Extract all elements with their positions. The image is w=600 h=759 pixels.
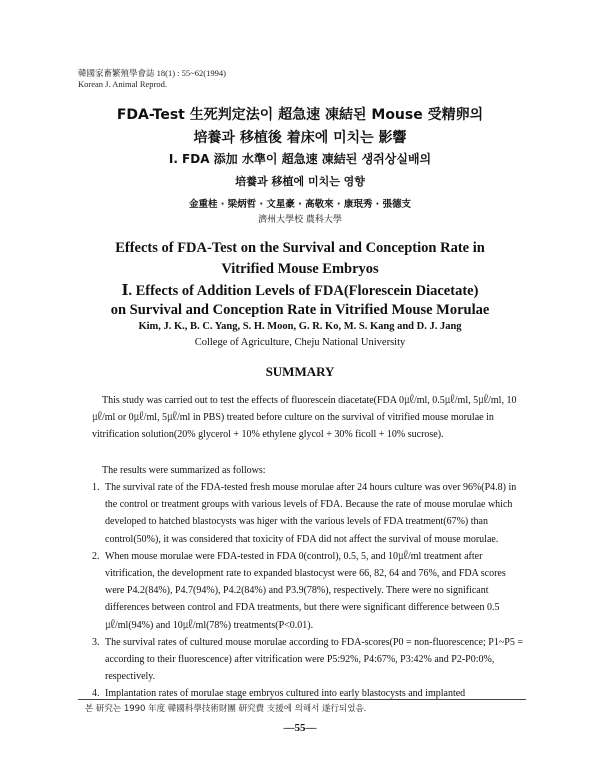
results-intro: The results were summarized as follows: (102, 465, 266, 476)
english-authors: Kim, J. K., B. C. Yang, S. H. Moon, G. R. Ko, M. S. Kang and D. J. Jang (138, 321, 462, 332)
journal-name: Korean J. Animal Reprod. (78, 79, 167, 89)
english-title-line-2: Vitrified Mouse Embryos (221, 261, 379, 277)
result-text: The survival rate of the FDA-tested fresh mouse morulae after 24 hours culture was over 96%(P4.8) in the control or treatment groups with various levels of FDA. Because the rate of mouse morulae which developed to hatched blastocysts was higer with the various levels of FDA treatment(67%) than control(50%), it was considered that toxicity of FDA did not affect the survival of mouse morulae. (105, 482, 517, 545)
footnote: 본 研究는 1990 年度 韓國科學技術財團 研究費 支援에 의해서 遂行되었음. (85, 704, 367, 714)
korean-subtitle-line-2: 培養과 移植에 미치는 영향 (235, 175, 365, 188)
result-item (92, 685, 524, 702)
english-affiliation: College of Agriculture, Cheju National University (194, 337, 406, 348)
result-number: 2. (92, 550, 100, 562)
result-number: 1. (92, 482, 100, 493)
results-list (92, 479, 524, 703)
korean-title-line-1: FDA-Test 生死判定法이 超急速 凍結된 Mouse 受精卵의 (116, 107, 484, 123)
journal-header (78, 68, 226, 90)
journal-citation: 韓國家畜繁殖學會誌 18(1) : 55~62(1994) (78, 68, 226, 78)
result-number: 3. (92, 636, 100, 648)
korean-subtitle-line-1: Ⅰ. FDA 添加 水準이 超急速 凍結된 생쥐상실배의 (168, 152, 432, 166)
english-subtitle-line-1: Ⅰ. Effects of Addition Levels of FDA(Florescein Diacetate) (121, 283, 479, 299)
footnote-divider (78, 699, 526, 700)
korean-title-line-2: 培養과 移植後 着床에 미치는 影響 (193, 130, 407, 146)
korean-authors: 金重桂 · 梁炳哲 · 文星豪 · 高敬來 · 康珉秀 · 張德支 (188, 199, 412, 210)
result-item (92, 548, 524, 634)
result-item (92, 479, 524, 548)
page-number: —55— (283, 722, 317, 734)
result-item (92, 634, 524, 686)
result-text: The survival rates of cultured mouse morulae according to FDA-scores(P0 = non-fluorescence; P1~P5 = according to their fluorescence) after vitrification were P5:92%, P4:67%, P3:42% and P2-P0:0%, respectively. (105, 636, 523, 683)
abstract-paragraph: This study was carried out to test the effects of fluorescein diacetate(FDA 0㎕/ml, 0.5㎕/ml, 5㎕/ml, 10㎕/ml or 0㎕/ml, 5㎕/ml in PBS) treated before culture on the survival of vitrified mouse morulae in vitrification solution(20% glycerol + 10% ethylene glycol + 30% ficoll + 10% sucrose). (92, 395, 517, 441)
summary-heading: SUMMARY (265, 364, 335, 379)
english-title-line-1: Effects of FDA-Test on the Survival and Conception Rate in (115, 240, 485, 256)
result-number: 4. (92, 688, 100, 700)
result-text: Implantation rates of morulae stage embryos cultured into early blastocysts and implanted (105, 688, 466, 700)
english-subtitle-line-2: on Survival and Conception Rate in Vitrified Mouse Morulae (110, 302, 490, 318)
result-text: When mouse morulae were FDA-tested in FDA 0(control), 0.5, 5, and 10㎕/ml treatment after vitrification, the development rate to expanded blastocyst were 66, 82, 64 and 76%, and FDA scores were P4.2(84%), P4.7(94%), P4.2(84%) and P3.9(78%), respectively. There were no significant differences between control and FDA treatments, but there were significant difference between 0.5㎕/ml(94%) and 10㎕/ml(78%) treatments(P<0.01). (105, 550, 506, 631)
korean-affiliation: 濟州大學校 農科大學 (258, 215, 342, 225)
